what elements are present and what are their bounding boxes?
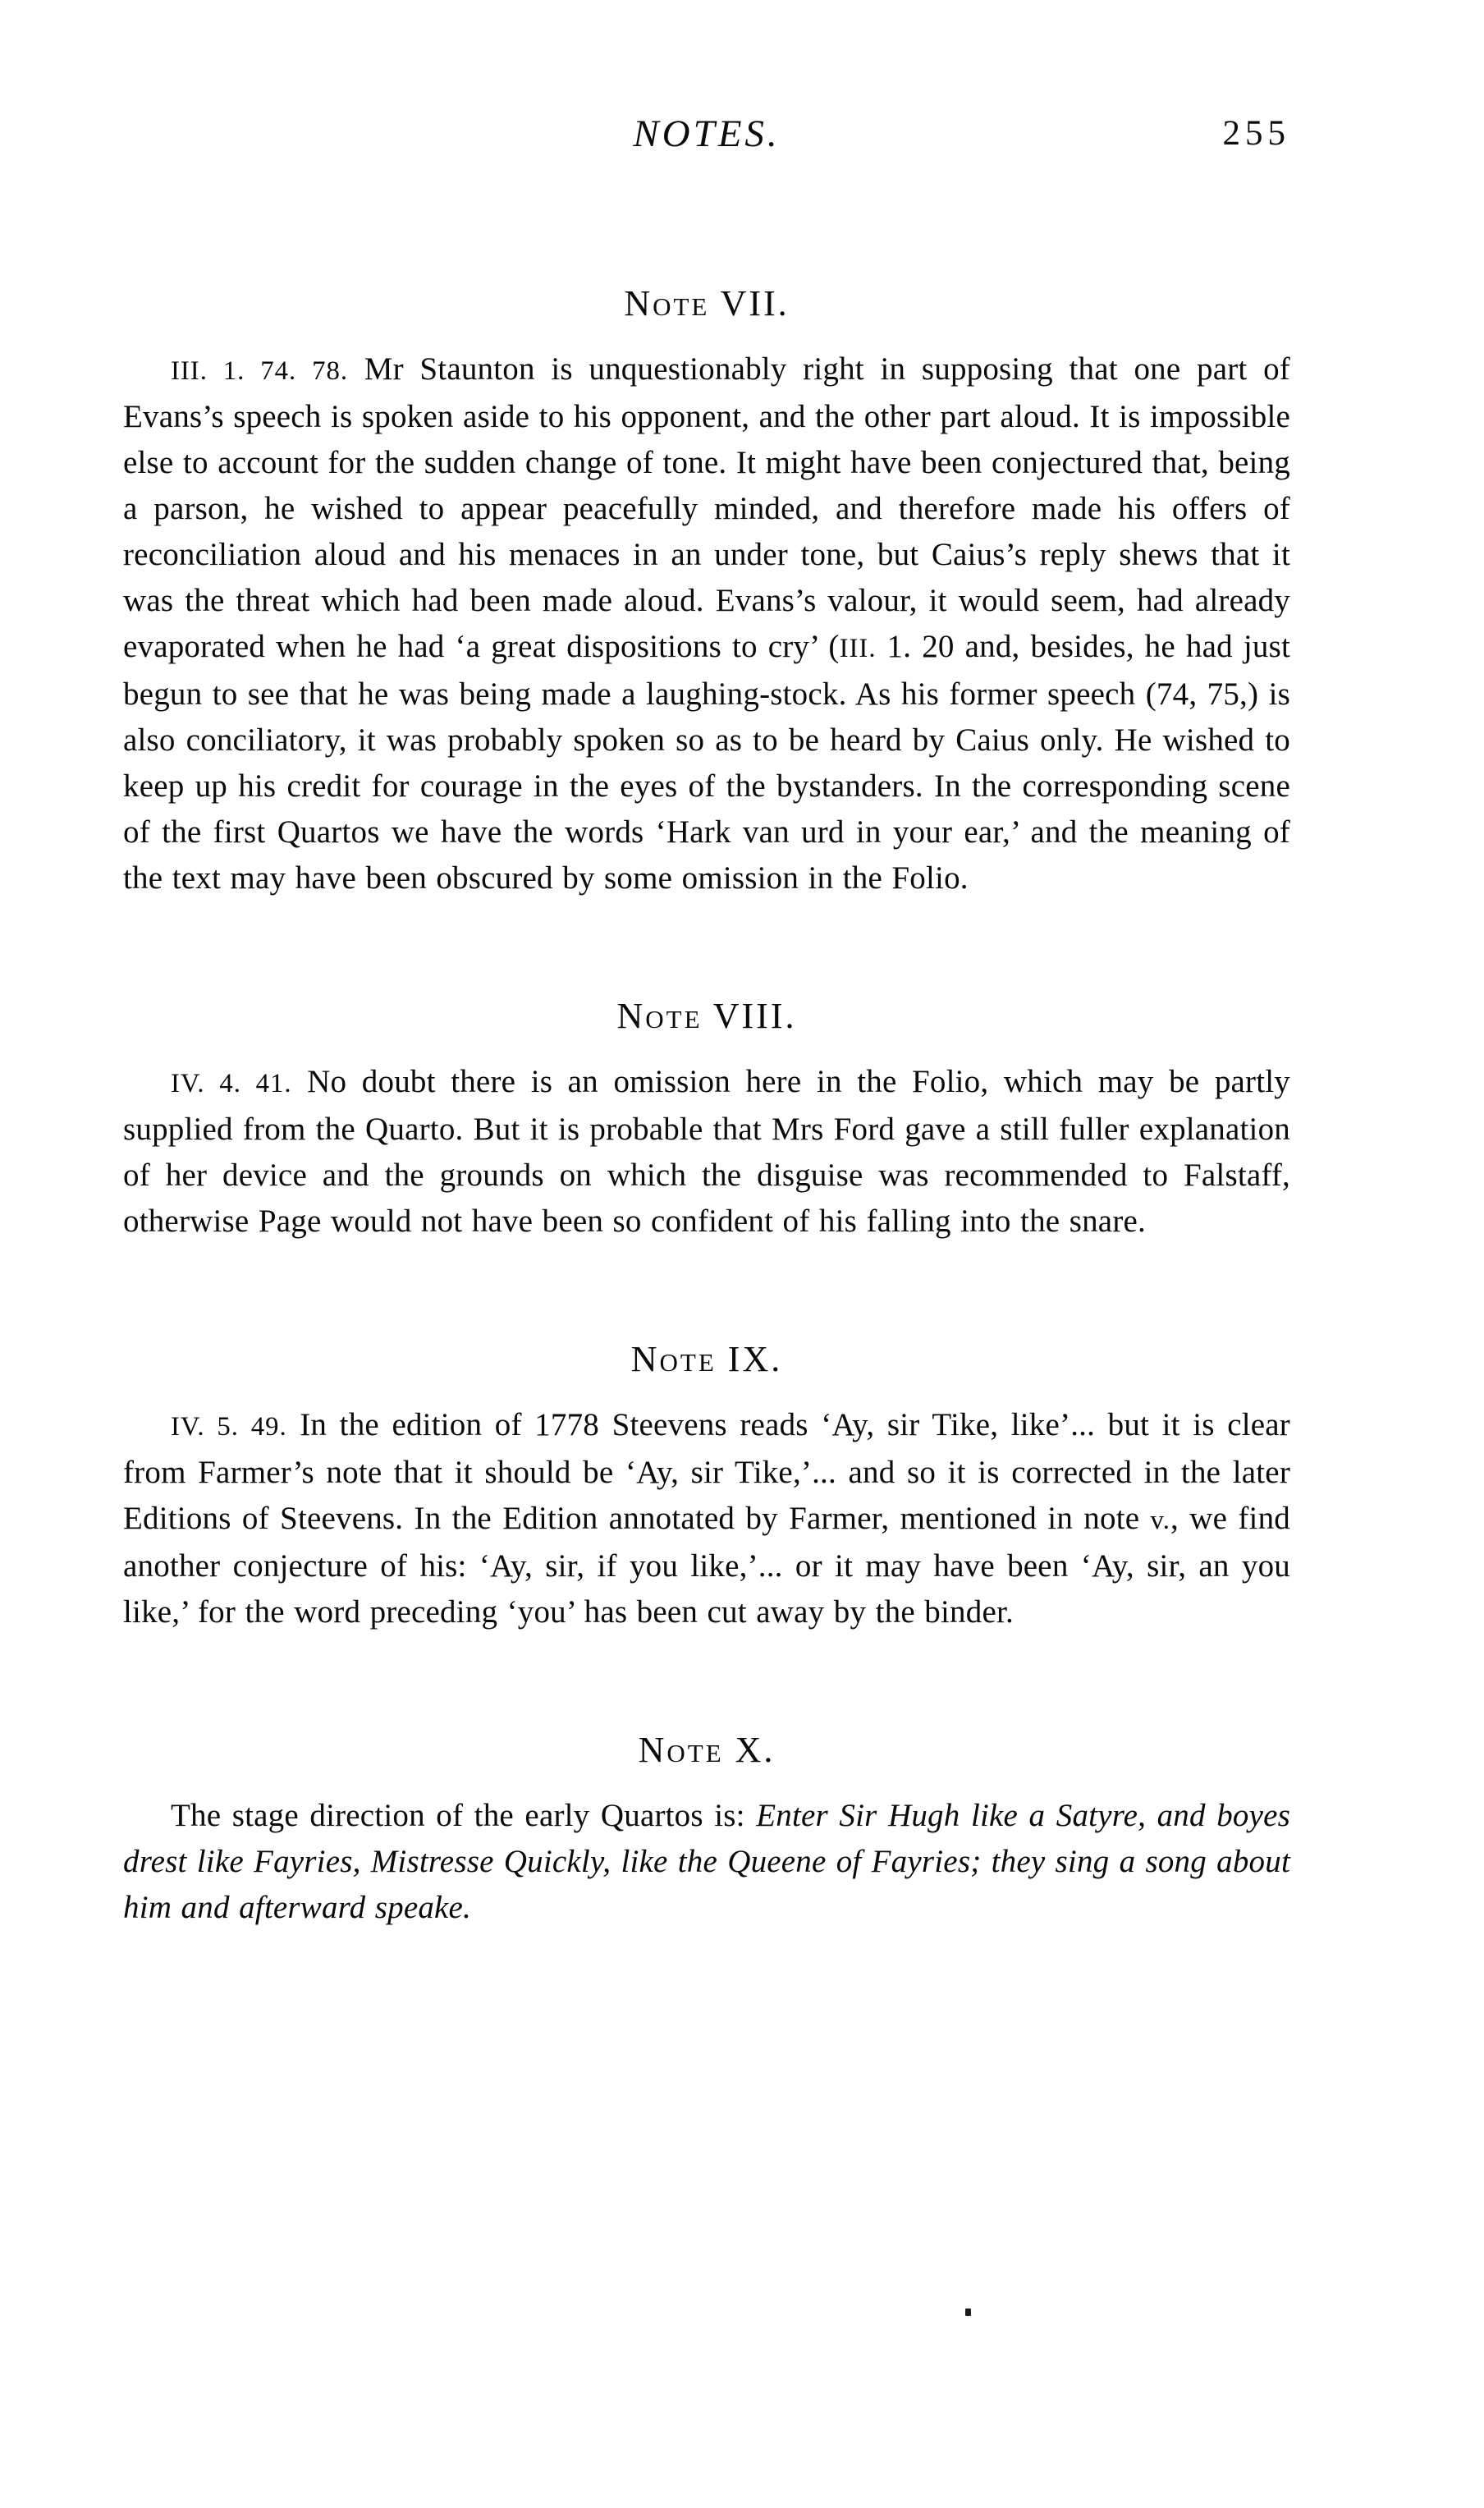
text-segment: v. — [1150, 1506, 1170, 1535]
ink-speck-artifact — [965, 2309, 971, 2316]
page-number: 255 — [1222, 114, 1290, 153]
note-section — [123, 1339, 1290, 1635]
running-header — [123, 105, 1290, 163]
text-segment: The stage direction of the early Quartos is: — [171, 1798, 757, 1833]
text-segment: No doubt there is an omission here in the Folio, which may be partly supplied from the Quarto. But it is probable that Mrs Ford gave a still fuller explanation of her device and the grounds on which the disguise was recommended to Falstaff, otherwise Page would not have been so confident of his falling into the snare. — [123, 1064, 1291, 1239]
text-segment: IV. 5. 49. — [171, 1412, 287, 1442]
text-segment: 1. 20 and, besides, he had just begun to see that he was being made a laughing-stock. As his former speech (74, 75,) is also conciliatory, it was probably spoken so as to be heard by Caius only. He wished to keep up his credit for courage in the eyes of the bystanders. In the corresponding scene of the first Quartos we have the words ‘Hark van urd in your ear,’ and the meaning of the text may have been obscured by some omission in the Folio. — [123, 629, 1290, 896]
text-segment: IV. 4. 41. — [171, 1069, 292, 1098]
running-header-title: NOTES. — [633, 112, 781, 155]
text-segment: III. — [839, 634, 877, 663]
text-segment: In the edition of 1778 Steevens reads ‘Ay, sir Tike, like’... but it is clear from Farmer’s note that it should be ‘Ay, sir Tike,’... and so it is corrected in the later Editions of Steevens. In the Edition annotated by Farmer, mentioned in note — [123, 1407, 1290, 1536]
note-paragraph — [123, 1793, 1290, 1931]
notes-content — [123, 283, 1290, 1931]
note-heading: Note X. — [638, 1730, 776, 1770]
note-heading: Note VII. — [624, 283, 790, 323]
note-heading: Note VIII. — [616, 996, 797, 1036]
note-paragraph — [123, 1402, 1290, 1635]
text-segment: Enter Sir Hugh like a Satyre, and boyes drest like Fayries, Mistresse Quickly, like the Queene of Fayries; they sing a song about him and afterward speake. — [123, 1798, 1290, 1925]
note-heading: Note IX. — [630, 1339, 783, 1379]
text-segment: III. 1. 74. 78. — [171, 356, 349, 386]
note-section — [123, 996, 1290, 1245]
note-section — [123, 283, 1290, 901]
note-paragraph — [123, 346, 1290, 901]
text-segment: , we find another conjecture of his: ‘Ay, sir, if you like,’... or it may have been ‘Ay, sir, an you like,’ for the word preceding ‘you’ has been cut away by the binder. — [123, 1501, 1290, 1630]
text-segment: Mr Staunton is unquestionably right in supposing that one part of Evans’s speech is spoken aside to his opponent, and the other part aloud. It is impossible else to account for the sudden change of tone. It might have been conjectured that, being a parson, he wished to appear peacefully minded, and therefore made his offers of reconciliation aloud and his menaces in an under tone, but Caius’s reply shews that it was the threat which had been made aloud. Evans’s valour, it would seem, had already evaporated when he had ‘a great dispositions to cry’ ( — [123, 351, 1290, 664]
note-paragraph — [123, 1059, 1290, 1245]
note-section — [123, 1730, 1290, 1931]
